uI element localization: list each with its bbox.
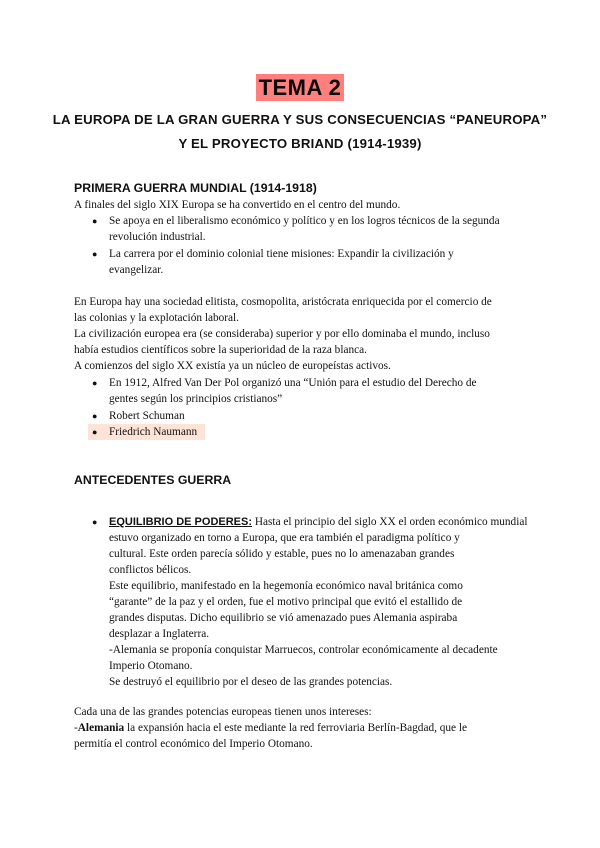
bullet-icon: ● — [92, 249, 98, 259]
paragraph-line: En Europa hay una sociedad elitista, cosmopolita, aristócrata enriquecida por el comercio de — [74, 296, 492, 308]
list-item-continuation: Imperio Otomano. — [109, 660, 193, 672]
list-item-highlighted: Friedrich Naumann — [109, 426, 198, 438]
paragraph-line: permitía el control económico del Imperio Otomano. — [74, 738, 313, 750]
paragraph-line: La civilización europea era (se consideraba) superior y por ello dominaba el mundo, incluso — [74, 328, 490, 340]
section-heading-antecedentes: ANTECEDENTES GUERRA — [74, 473, 232, 487]
list-item: En 1912, Alfred Van Der Pol organizó una “Unión para el estudio del Derecho de — [109, 377, 477, 389]
list-item-continuation: desplazar a Inglaterra. — [109, 628, 210, 640]
list-item: Se apoya en el liberalismo económico y político y en los logros técnicos de la segunda — [109, 215, 500, 227]
list-item-continuation: grandes disputas. Dicho equilibrio se vió amenazado pues Alemania aspiraba — [109, 612, 458, 624]
list-item-continuation: gentes según los principios cristianos” — [109, 393, 283, 405]
bullet-icon: ● — [92, 411, 98, 421]
list-item-continuation: revolución industrial. — [109, 231, 206, 243]
list-item-continuation: Este equilibrio, manifestado en la hegemonía económico naval británica como — [109, 580, 463, 592]
paragraph-line: había estudios científicos sobre la superioridad de la raza blanca. — [74, 344, 367, 356]
list-item-continuation: estuvo organizado en torno a Europa, que era también el paradigma político y — [109, 532, 460, 544]
paragraph-line: Cada una de las grandes potencias europeas tienen unos intereses: — [74, 706, 372, 718]
list-item: La carrera por el dominio colonial tiene misiones: Expandir la civilización y — [109, 248, 454, 260]
paragraph-line: las colonias y la explotación laboral. — [74, 312, 240, 324]
equilibrio-text: Hasta el principio del siglo XX el orden económico mundial — [252, 516, 528, 528]
list-item-continuation: cultural. Este orden parecía sólido y estable, pues no lo amenazaban grandes — [109, 548, 455, 560]
section1-intro: A finales del siglo XIX Europa se ha convertido en el centro del mundo. — [74, 199, 401, 211]
doc-subtitle-line-1: LA EUROPA DE LA GRAN GUERRA Y SUS CONSECUENCIAS “PANEUROPA” — [52, 112, 548, 127]
list-item-continuation: -Alemania se proponía conquistar Marruecos, controlar económicamente al decadente — [109, 644, 498, 656]
paragraph-line: A comienzos del siglo XX existía ya un núcleo de europeístas activos. — [74, 360, 391, 372]
list-item-continuation: “garante” de la paz y el orden, fue el motivo principal que evitó el estallido de — [109, 596, 463, 608]
list-item-continuation: evangelizar. — [109, 264, 164, 276]
dash-prefix: - — [74, 722, 78, 734]
bullet-icon: ● — [92, 378, 98, 388]
list-item-continuation: conflictos bélicos. — [109, 564, 192, 576]
bullet-icon: ● — [92, 216, 98, 226]
doc-title: TEMA 2 — [256, 74, 345, 101]
section-heading-primera-guerra: PRIMERA GUERRA MUNDIAL (1914-1918) — [74, 181, 317, 195]
title-container — [0, 74, 600, 101]
list-item-continuation: Se destruyó el equilibrio por el deseo de las grandes potencias. — [109, 676, 393, 688]
list-item: Robert Schuman — [109, 410, 185, 422]
list-item — [109, 514, 527, 530]
alemania-label: Alemania — [77, 722, 125, 734]
bullet-icon: ● — [92, 427, 98, 437]
bullet-icon: ● — [92, 517, 98, 527]
paragraph-line — [74, 720, 467, 736]
alemania-text: la expansión hacia el este mediante la red ferroviaria Berlín-Bagdad, que le — [124, 722, 468, 734]
equilibrio-label: EQUILIBRIO DE PODERES: — [109, 516, 253, 528]
doc-subtitle-line-2: Y EL PROYECTO BRIAND (1914-1939) — [178, 136, 422, 151]
